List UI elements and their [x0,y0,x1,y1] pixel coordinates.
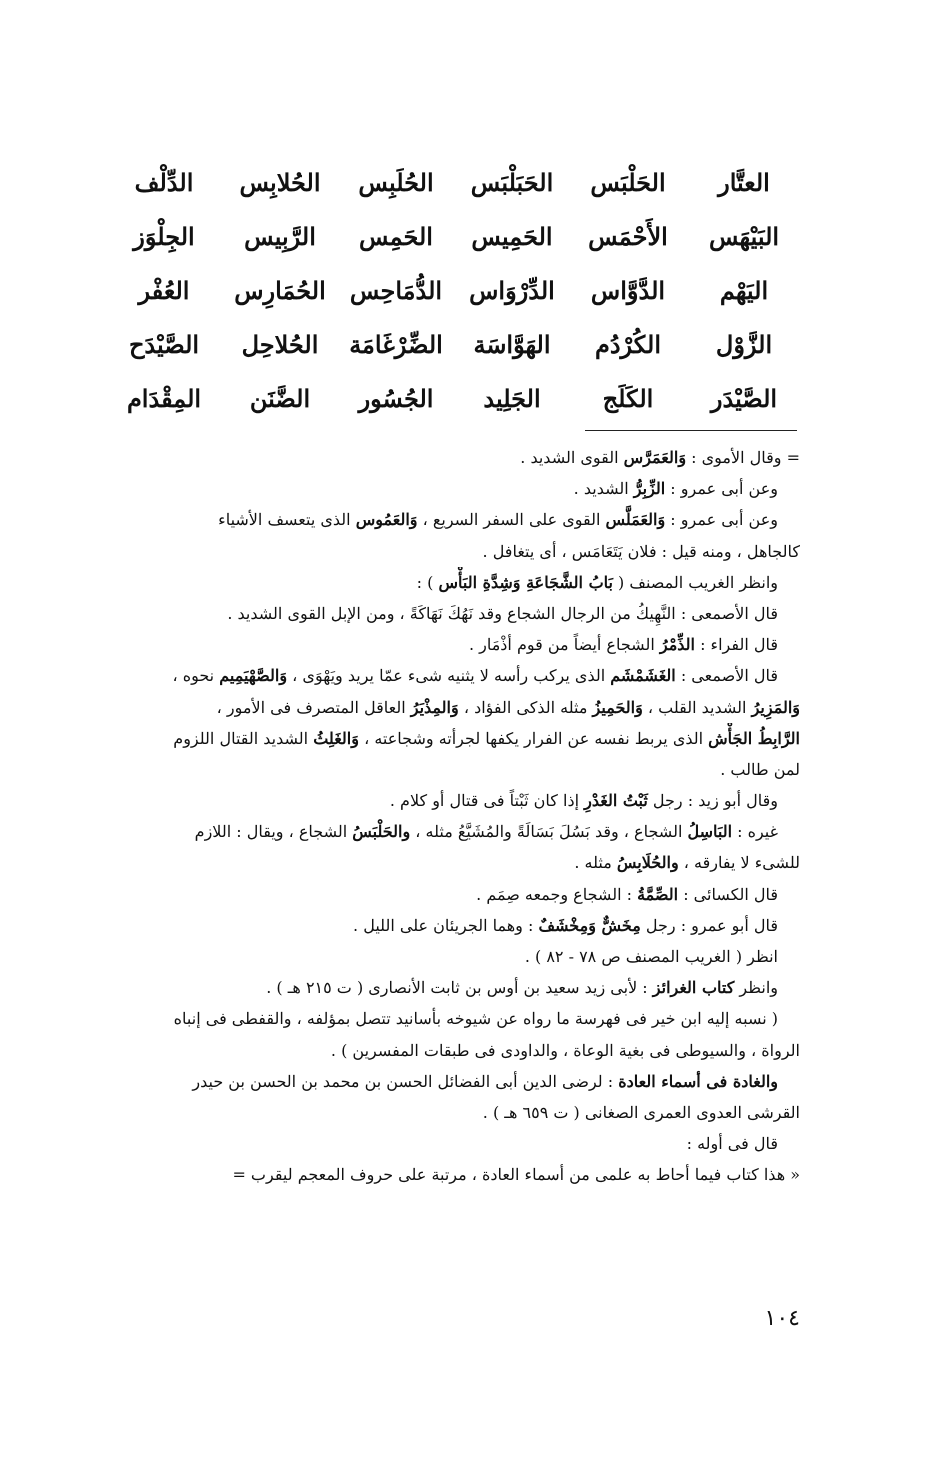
grid-word: الجِلْوَز [133,221,195,251]
footnote-line [108,536,800,567]
grid-word: المِقْدَام [126,383,202,413]
footnote-line [108,879,800,910]
grid-word: البَيْهَس [708,221,780,251]
headword: الذِّمْرُ [659,635,695,655]
footnote-text: الشديد القتال اللزوم [173,728,314,748]
footnote-text: : لأبى زيد سعيد بن أوس بن ثابت الأنصارى ( ت ٢١٥ هـ ) . [266,978,653,998]
word-grid-row [106,371,802,425]
headword: الرَّابِطُ الجَأْش [708,728,800,748]
grid-word: الجُسُور [358,383,434,413]
footnote-line [108,754,800,785]
footnote-text: القوى الشديد . [520,448,624,467]
grid-word: العُفْر [138,275,190,305]
grid-word: الصَّيْدَح [128,329,200,359]
footnote-line [108,723,800,754]
word-grid-row [106,209,802,263]
footnote-text: كالجاهل ، ومنه قيل : فلان يَتَعَامَس ، أى يتغافل . [482,541,800,561]
footnote-text: الشديد . [573,479,634,499]
headword: الصِّمَّةُ [637,884,679,904]
footnote-line [108,972,800,1003]
footnote-line [108,1128,800,1159]
footnote-text: الذى يركب رأسه لا يثنيه شىء عمّا يريد ويَهْوَى ، [287,666,611,686]
headword: وَالغَلِثُ [313,728,359,748]
footnote-text: « هذا كتاب فيما أحاط به علمى من أسماء العادة ، مرتبة على حروف المعجم ليقرب = [232,1165,800,1185]
grid-word: الزَّوْل [715,329,773,359]
footnote-text: قال أبو عمرو : رجل [640,915,778,935]
footnote-line [108,1035,800,1066]
grid-word: الحَلْبَس [590,167,666,197]
headword: وَالمَزِيرُ [751,697,800,717]
footnote-text: وانظر [734,978,778,998]
footnote-line [108,598,800,629]
headword: بَابُ الشَّجَاعَةِ وَشِدَّةِ البَأْس [438,572,613,592]
grid-word: الحُلاحِل [241,329,319,359]
grid-word: الدِّرْوَاس [469,275,555,305]
footnote-text: مثله الذكى الفؤاد ، [458,697,593,717]
grid-word: الضِّرْغَامَة [349,329,443,359]
footnote-text: انظر ( الغريب المصنف ص ٧٨ - ٨٢ ) . [524,947,778,966]
grid-word: الحُمَارِس [234,275,326,305]
grid-word: الهَوَّاسَة [473,329,551,359]
footnote-line [108,1097,800,1128]
grid-word: الدُّمَاحِس [349,275,443,305]
footnotes [108,442,800,1191]
footnote-text: : لرضى الدين أبى الفضائل الحسن بن محمد بن الحسن بن حيدر [192,1071,619,1091]
footnote-text: وعن أبى عمرو : [665,510,778,530]
grid-word: الحُلَبِس [358,167,434,197]
footnote-text: قال فى أوله : [686,1134,778,1154]
footnote-text: العاقل المتصرف فى الأمور ، [216,697,411,717]
footnote-text: = وقال الأموى : [686,448,800,467]
headword: وَالحَمِيزُ [592,697,643,717]
footnote-text: ( نسبه إليه ابن خير فى فهرسة ما رواه عن شيوخه بأسانيد تتصل بمؤلفه ، والقفطى فى إنباه [173,1009,778,1029]
grid-word: الجَلِيد [483,383,541,413]
word-grid [106,155,802,425]
headword: الغَشَمْشَم [610,666,676,686]
footnote-text: ) : [416,572,439,592]
footnote-divider [585,430,797,431]
footnote-line [108,504,800,535]
word-grid-row [106,263,802,317]
grid-word: الضَّنَن [249,383,311,413]
headword: ثَبْتُ الغَدْرِ [584,791,648,811]
headword: وَالعَمَرَّس [623,448,687,467]
footnote-line [108,442,800,473]
footnote-text: للشىء لا يفارقه ، [678,853,800,873]
grid-word: العتَّار [718,167,770,197]
footnote-line [108,692,800,723]
grid-word: الدِّلْف [134,167,194,197]
footnote-text: الشديد القلب ، [642,697,752,717]
footnote-text: الذى يربط نفسه عن الفرار يكفها لجرأته وشجاعته ، [358,728,709,748]
word-grid-row [106,155,802,209]
grid-word: الحُلابِس [239,167,321,197]
footnote-line [108,785,800,816]
headword: وَالعَمَلَّس [605,510,666,530]
footnote-line [108,847,800,878]
footnote-text: الشجاع ، ويقال : اللازم [194,822,353,842]
grid-word: الحَمِس [359,221,433,251]
headword: والغادة فى أسماء العادة [618,1071,778,1091]
footnote-line [108,473,800,504]
headword: البَاسِلُ [687,822,733,842]
footnote-line [108,941,800,972]
grid-word: الدَّوَّاس [590,275,666,305]
footnote-text: : الشجاع وجمعه صِمَم . [476,884,638,904]
grid-word: الرَّبِيس [244,221,316,251]
grid-word: الحَمِيس [471,221,553,251]
grid-word: الصَّيْدَر [710,383,778,413]
grid-word: الكُرْدُم [594,329,662,359]
footnote-text: القرشى العدوى العمرى الصغانى ( ت ٦٥٩ هـ ) . [482,1102,800,1122]
grid-word: الكَلَج [602,383,654,413]
headword: والحَلْبَسُ [352,822,411,842]
grid-word: الحَبَلْبَس [470,167,554,197]
footnote-line [108,1159,800,1190]
footnote-text: نحوه ، [172,666,220,686]
headword: الزِّبِرُّ [633,479,666,499]
page-number: ١٠٤ [764,1306,800,1331]
footnote-text: قال الفراء : [694,635,778,655]
footnote-line [108,1066,800,1097]
footnote-text: إذا كان ثَبْتاً فى قتال أو كلام . [389,791,585,811]
footnote-text: قال الكسائى : [678,884,778,904]
footnote-text: الرواة ، والسيوطى فى بغية الوعاة ، والداودى فى طبقات المفسرين ) . [330,1040,800,1060]
word-grid-row [106,317,802,371]
footnote-text: وانظر الغريب المصنف ( [612,572,778,592]
headword: وَالمِذْيَرُ [410,697,459,717]
footnote-line [108,660,800,691]
footnote-line [108,567,800,598]
footnote-text: القوى على السفر السريع ، [417,510,606,530]
headword: وَالصَّهْيَمِيم [219,666,288,686]
footnote-text: قال الأصمعى : [675,666,778,686]
grid-word: اليَهْم [719,275,769,305]
headword: وَالعَمُوس [355,510,418,530]
footnote-text: قال الأصمعى : النَّهِيكُ من الرجال الشجاع وقد نَهُكَ نَهَاكَةً ، ومن الإبل القوى الشديد . [227,603,778,623]
footnote-line [108,910,800,941]
grid-word: الأَحْمَس [588,221,668,251]
footnote-line [108,816,800,847]
footnote-line [108,1003,800,1034]
footnote-text: : وهما الجريئان على الليل . [353,915,539,935]
footnote-text: وعن أبى عمرو : [665,479,778,499]
footnote-line [108,629,800,660]
footnote-text: الشجاع أيضاً من قوم أذْمَار . [468,635,660,655]
footnote-text: غيره : [732,822,778,842]
footnote-text: مثله . [574,853,617,873]
headword: كتاب الغرائز [652,978,735,998]
headword: مِخَشٌّ وَمِخْشَفٌ [538,915,641,935]
footnote-text: الذى يتعسف الأشياء [218,510,356,530]
headword: والحُلَابِسُ [616,853,679,873]
footnote-text: الشجاع ، وقد بَسُلَ بَسَالَةً والمُشَيَّعُ مثله ، [410,822,688,842]
footnote-text: لمن طالب . [720,759,800,779]
footnote-text: وقال أبو زيد : رجل [647,791,778,811]
